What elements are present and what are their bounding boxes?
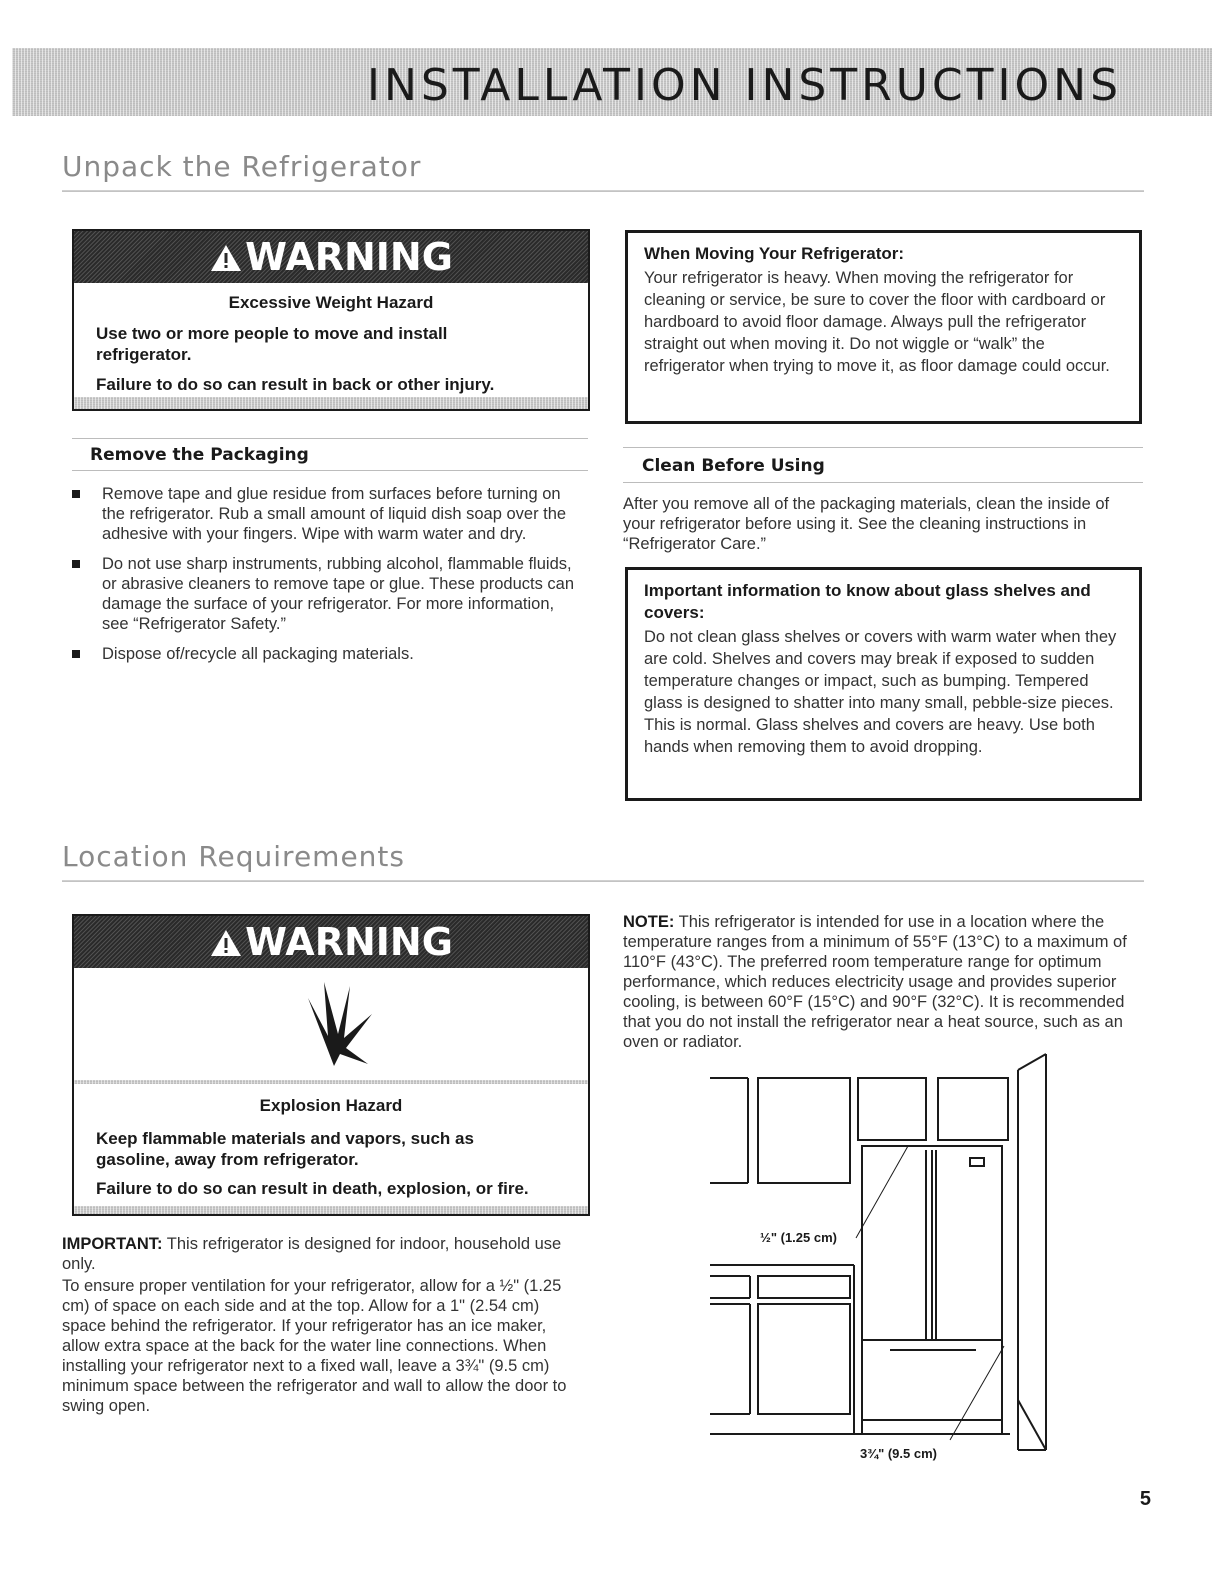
note-text: NOTE: This refrigerator is intended for use in a location where the temperature ranges from a minimum of 55°F (13°C) to a maximum of 110°F (43°C). The preferred room temperature range for optimum performance, which reduces electricity usage and provides superior cooling, is between 60°F (15°C) and 90°F (32°C). It is recommended that you do not install the refrigerator near a heat source, such as an oven or radiator. — [623, 913, 1127, 1051]
header-banner — [12, 48, 1212, 116]
warning-label: WARNING — [245, 235, 453, 279]
glass-info-box — [625, 567, 1142, 801]
subsection-rule — [72, 470, 588, 471]
note-label: NOTE: — [623, 913, 675, 931]
bullet-icon — [72, 490, 80, 498]
warning-box-explosion — [72, 914, 590, 1216]
warning-line: Use two or more people to move and install — [96, 324, 448, 343]
list-item: Do not use sharp instruments, rubbing alcohol, flammable fluids, or abrasive cleaners to remove tape or glue. These products can damage the surface of your refrigerator. For more information, see “Refrigerator Safety.” — [72, 554, 578, 634]
warning-footer-strip — [74, 397, 588, 409]
section-rule — [62, 190, 1144, 192]
subsection-rule — [72, 438, 588, 439]
subsection-rule — [623, 447, 1143, 448]
clearance-diagram-drawing — [700, 1050, 1060, 1470]
bullet-icon — [72, 560, 80, 568]
list-item: Dispose of/recycle all packaging materials. — [72, 644, 578, 664]
moving-text: Your refrigerator is heavy. When moving the refrigerator for cleaning or service, be sure to cover the floor with cardboard or hardboard to avoid floor damage. Always pull the refrigerator straight out when moving it. Do not wiggle or “walk” the refrigerator when trying to move it, as floor damage could occur. — [644, 269, 1110, 375]
clean-text: After you remove all of the packaging materials, clean the inside of your refrigerator before using it. See the cleaning instructions in “Refrigerator Care.” — [623, 495, 1110, 553]
bullet-icon — [72, 650, 80, 658]
important-text: IMPORTANT: This refrigerator is designed for indoor, household use only. — [62, 1235, 562, 1273]
warning-label: WARNING — [245, 920, 453, 964]
warning-line: refrigerator. — [96, 345, 192, 364]
warning-line: Failure to do so can result in back or other injury. — [96, 375, 495, 394]
glass-title: Important information to know about glass shelves and covers: — [644, 581, 1091, 622]
warning-footer-strip — [74, 1206, 588, 1214]
warning-triangle-icon — [209, 919, 243, 971]
top-gap-label: ½" (1.25 cm) — [760, 1230, 837, 1245]
warning-line: gasoline, away from refrigerator. — [96, 1150, 359, 1169]
section-rule — [62, 880, 1144, 882]
explosion-icon — [294, 978, 378, 1079]
list-item: Remove tape and glue residue from surfaces before turning on the refrigerator. Rub a small amount of liquid dish soap over the adhesive with your fingers. Wipe with warm water and dry. — [72, 484, 578, 544]
hazard-title: Excessive Weight Hazard — [228, 293, 434, 312]
subsection-title-clean: Clean Before Using — [642, 456, 825, 476]
subsection-rule — [623, 482, 1143, 483]
packaging-list — [72, 484, 578, 674]
hazard-title: Explosion Hazard — [259, 1096, 403, 1115]
section-title-unpack: Unpack the Refrigerator — [62, 150, 422, 183]
warning-header — [74, 916, 588, 968]
ventilation-text: To ensure proper ventilation for your refrigerator, allow for a ½" (1.25 cm) of space on each side and at the top. Allow for a 1" (2.54 cm) space behind the refrigerator. If your refrigerator has an ice maker, allow extra space at the back for the water line connections. When installing your refrigerator next to a fixed wall, leave a 3¾" (9.5 cm) minimum space between the refrigerator and wall to allow the door to swing open. — [62, 1277, 567, 1415]
important-label: IMPORTANT: — [62, 1235, 163, 1253]
warning-header — [74, 231, 588, 283]
warning-line: Keep flammable materials and vapors, such as — [96, 1129, 474, 1148]
side-gap-label: 3¾" (9.5 cm) — [860, 1446, 937, 1461]
warning-line: Failure to do so can result in death, explosion, or fire. — [96, 1179, 529, 1198]
warning-triangle-icon — [209, 234, 243, 286]
moving-title: When Moving Your Refrigerator: — [644, 244, 905, 263]
page-number: 5 — [1139, 1488, 1151, 1510]
clearance-diagram — [700, 1050, 1060, 1470]
subsection-title-packaging: Remove the Packaging — [90, 445, 309, 465]
warning-divider — [74, 1080, 588, 1084]
warning-box-weight — [72, 229, 590, 411]
moving-info-box — [625, 230, 1142, 424]
page-header-title: INSTALLATION INSTRUCTIONS — [366, 60, 1122, 111]
glass-text: Do not clean glass shelves or covers with warm water when they are cold. Shelves and covers may break if exposed to sudden temperature changes or impact, such as bumping. Tempered glass is designed to shatter into many small, pebble-size pieces. This is normal. Glass shelves and covers are heavy. Use both hands when removing them to avoid dropping. — [644, 628, 1117, 756]
section-title-location: Location Requirements — [62, 840, 405, 873]
